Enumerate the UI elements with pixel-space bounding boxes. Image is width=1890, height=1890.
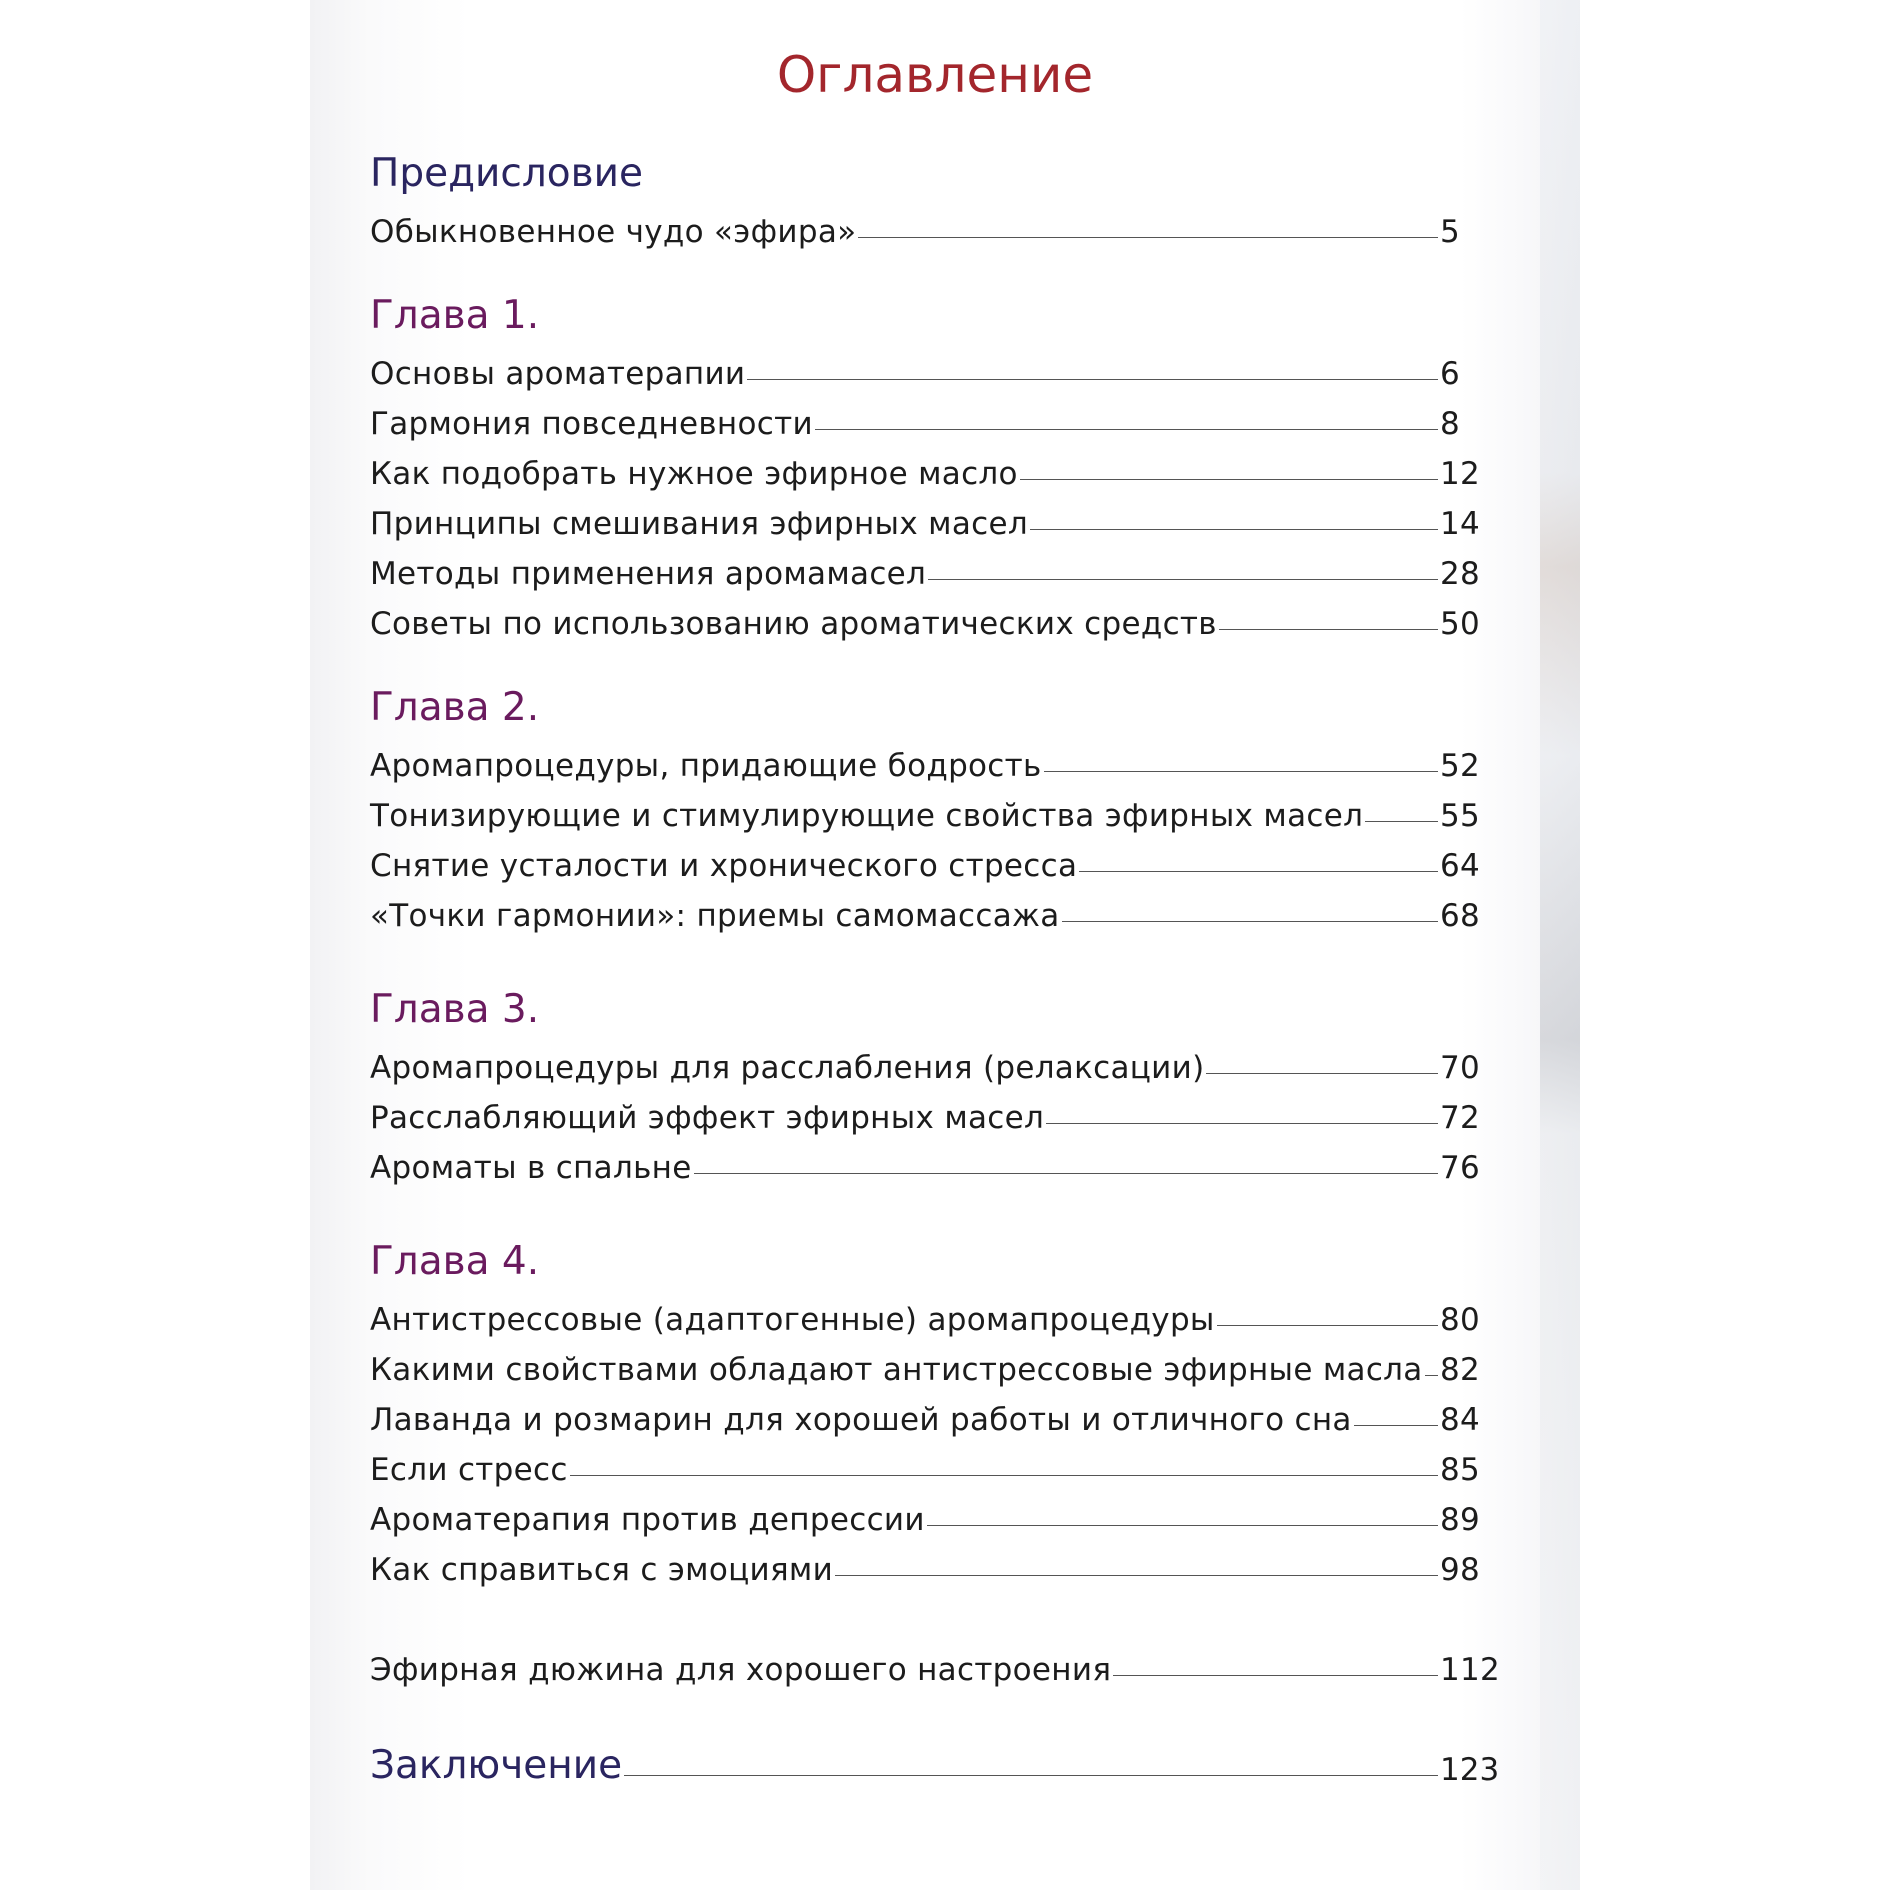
dot-leader <box>1030 528 1438 530</box>
dot-leader <box>570 1474 1438 1476</box>
toc-entry <box>370 442 1500 492</box>
toc-entry-text: «Точки гармонии»: приемы самомассажа <box>370 898 1060 934</box>
dot-leader <box>928 578 1438 580</box>
chapter-1-heading: Глава 1. <box>370 293 540 338</box>
toc-entry-text: Ароматы в спальне <box>370 1150 692 1186</box>
toc-entry-text: Советы по использованию ароматических средств <box>370 606 1217 642</box>
dot-leader <box>1354 1424 1438 1426</box>
toc-entry-page: 8 <box>1440 406 1461 442</box>
dot-leader <box>1079 870 1438 872</box>
dot-leader <box>1217 1324 1438 1326</box>
dot-leader <box>694 1172 1438 1174</box>
toc-entry-text: Гармония повседневности <box>370 406 813 442</box>
toc-entry-page: 6 <box>1440 356 1461 392</box>
conclusion-heading: Заключение <box>370 1743 623 1788</box>
chapter-1-section <box>370 290 1500 642</box>
toc-entry <box>370 1036 1500 1086</box>
toc-entry-text: Если стресс <box>370 1452 568 1488</box>
toc-entry-text: Как подобрать нужное эфирное масло <box>370 456 1018 492</box>
chapter-2-heading: Глава 2. <box>370 685 540 730</box>
toc-entry-text: Антистрессовые (адаптогенные) аромапроцедуры <box>370 1302 1215 1338</box>
toc-entry-page: 52 <box>1440 748 1481 784</box>
toc-title: Оглавление <box>776 46 1094 104</box>
toc-entry-text: Снятие усталости и хронического стресса <box>370 848 1078 884</box>
dot-leader <box>858 236 1438 238</box>
toc-entry-text: Обыкновенное чудо «эфира» <box>370 214 857 250</box>
toc-entry-text: Какими свойствами обладают антистрессовые эфирные масла <box>370 1352 1423 1388</box>
toc-entry-text: Методы применения аромамасел <box>370 556 927 592</box>
toc-entry-text: Лаванда и розмарин для хорошей работы и отличного сна <box>370 1402 1352 1438</box>
toc-entry-text: Аромапроцедуры для расслабления (релаксации) <box>370 1050 1205 1086</box>
toc-entry-page: 84 <box>1440 1402 1481 1438</box>
toc-entry-page: 89 <box>1440 1502 1481 1538</box>
toc-entry-page: 50 <box>1440 606 1481 642</box>
toc-entry-page: 68 <box>1440 898 1481 934</box>
toc-entry-text: Как справиться с эмоциями <box>370 1552 834 1588</box>
toc-entry <box>370 834 1500 884</box>
dot-leader <box>815 428 1438 430</box>
toc-entry <box>370 200 1500 250</box>
toc-entry <box>370 784 1500 834</box>
toc-entry <box>370 392 1500 442</box>
toc-entry-page: 76 <box>1440 1150 1481 1186</box>
toc-entry-page: 12 <box>1440 456 1481 492</box>
dot-leader <box>1020 478 1438 480</box>
dot-leader <box>1425 1374 1438 1376</box>
dot-leader <box>1113 1674 1438 1676</box>
dot-leader <box>927 1524 1438 1526</box>
toc-entry-page: 98 <box>1440 1552 1481 1588</box>
toc-entry <box>370 1338 1500 1388</box>
toc-entry <box>370 342 1500 392</box>
toc-entry <box>370 1288 1500 1338</box>
dot-leader <box>835 1574 1438 1576</box>
dot-leader <box>747 378 1438 380</box>
toc-entry-text: Ароматерапия против депрессии <box>370 1502 925 1538</box>
toc-entry <box>370 734 1500 784</box>
dot-leader <box>624 1774 1438 1776</box>
dot-leader <box>1365 820 1438 822</box>
toc-entry-page: 64 <box>1440 848 1481 884</box>
chapter-2-section <box>370 682 1500 934</box>
toc-entry <box>370 1136 1500 1186</box>
dot-leader <box>1062 920 1438 922</box>
toc-entry <box>370 884 1500 934</box>
table-of-contents <box>370 40 1500 1788</box>
toc-entry <box>370 1488 1500 1538</box>
toc-entry-extra <box>370 1638 1500 1688</box>
conclusion-entry <box>370 1732 1500 1788</box>
toc-entry <box>370 542 1500 592</box>
toc-entry-page: 112 <box>1440 1652 1501 1688</box>
dot-leader <box>1206 1072 1438 1074</box>
toc-entry-text: Эфирная дюжина для хорошего настроения <box>370 1652 1112 1688</box>
toc-entry-text: Расслабляющий эффект эфирных масел <box>370 1100 1045 1136</box>
toc-entry <box>370 1086 1500 1136</box>
toc-entry-page: 80 <box>1440 1302 1481 1338</box>
toc-entry-text: Тонизирующие и стимулирующие свойства эфирных масел <box>370 798 1364 834</box>
chapter-4-heading: Глава 4. <box>370 1239 540 1284</box>
dot-leader <box>1046 1122 1438 1124</box>
toc-entry-text: Аромапроцедуры, придающие бодрость <box>370 748 1042 784</box>
toc-entry <box>370 492 1500 542</box>
page-edge-shadow <box>1540 0 1580 1890</box>
toc-entry <box>370 1438 1500 1488</box>
toc-entry-page: 123 <box>1440 1752 1500 1788</box>
toc-entry-page: 14 <box>1440 506 1481 542</box>
chapter-3-heading: Глава 3. <box>370 987 540 1032</box>
toc-entry-page: 5 <box>1440 214 1461 250</box>
preface-heading: Предисловие <box>370 151 643 196</box>
toc-entry-page: 55 <box>1440 798 1481 834</box>
toc-entry <box>370 1538 1500 1588</box>
preface-section <box>370 148 1500 250</box>
dot-leader <box>1219 628 1438 630</box>
toc-entry <box>370 592 1500 642</box>
toc-entry-text: Основы ароматерапии <box>370 356 746 392</box>
toc-entry-page: 82 <box>1440 1352 1481 1388</box>
toc-entry-page: 28 <box>1440 556 1481 592</box>
toc-entry-page: 72 <box>1440 1100 1481 1136</box>
chapter-3-section <box>370 984 1500 1186</box>
toc-entry-text: Принципы смешивания эфирных масел <box>370 506 1028 542</box>
toc-entry <box>370 1388 1500 1438</box>
dot-leader <box>1044 770 1438 772</box>
toc-entry-page: 85 <box>1440 1452 1481 1488</box>
chapter-4-section <box>370 1236 1500 1588</box>
toc-entry-page: 70 <box>1440 1050 1481 1086</box>
